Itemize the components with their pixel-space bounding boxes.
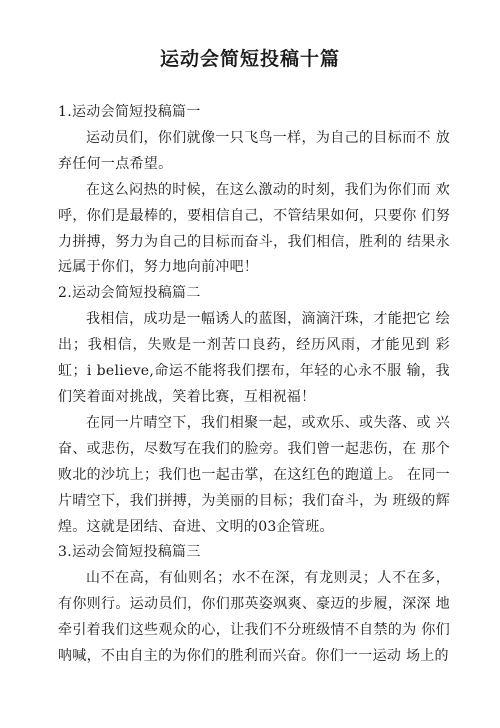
section-heading: 2.运动会简短投稿篇二 (58, 285, 201, 302)
document-title: 运动会简短投稿十篇 (159, 48, 340, 70)
paragraph: 山不在高，有仙则名；水不在深，有龙则灵；人不在多，有你则行。运动员们，你们那英姿飒爽、豪迈的步履，深深 地牵引着我们这些观众的心，让我们不分班级情不自禁的为 你们呐喊，不由自主的为你们的胜利而兴奋。你们一一运动 场上的 (58, 570, 450, 665)
section-heading: 3.运动会简短投稿篇三 (58, 544, 201, 561)
document-body (58, 100, 450, 670)
section-2 (58, 281, 450, 540)
paragraph: 运动员们，你们就像一只飞鸟一样，为自己的目标而不 放弃任何一点希望。 (58, 129, 450, 172)
section-heading: 1.运动会简短投稿篇一 (58, 104, 201, 120)
section-1 (58, 100, 450, 281)
section-3 (58, 540, 450, 670)
paragraph: 我相信，成功是一幅诱人的蓝图，滴滴汗珠，才能把它 绘出；我相信，失败是一剂苦口良药，经历风雨，才能见到 彩虹；i believe,命运不能将我们摆布，年轻的心永不服 输，我们笑着面对挑战，笑着比赛，互相祝福！ (58, 311, 450, 405)
paragraph: 在这么闷热的时候，在这么激动的时刻，我们为你们而 欢呼，你们是最棒的，要相信自己，不管结果如何，只要你 们努力拼搏，努力为自己的目标而奋斗，我们相信，胜利的 结果永远属于你们，努力地向前冲吧！ (58, 181, 450, 276)
paragraph: 在同一片晴空下，我们相聚一起，或欢乐、或失落、或 兴奋、或悲伤，尽数写在我们的脸旁。我们曾一起悲伤，在 那个败北的沙坑上；我们也一起击掌，在这红色的跑道上。 在同一片晴空下，我们拼搏，为美丽的目标；我们奋斗，为 班级的辉煌。这就是团结、奋进、文明的03企管班。 (58, 414, 450, 535)
